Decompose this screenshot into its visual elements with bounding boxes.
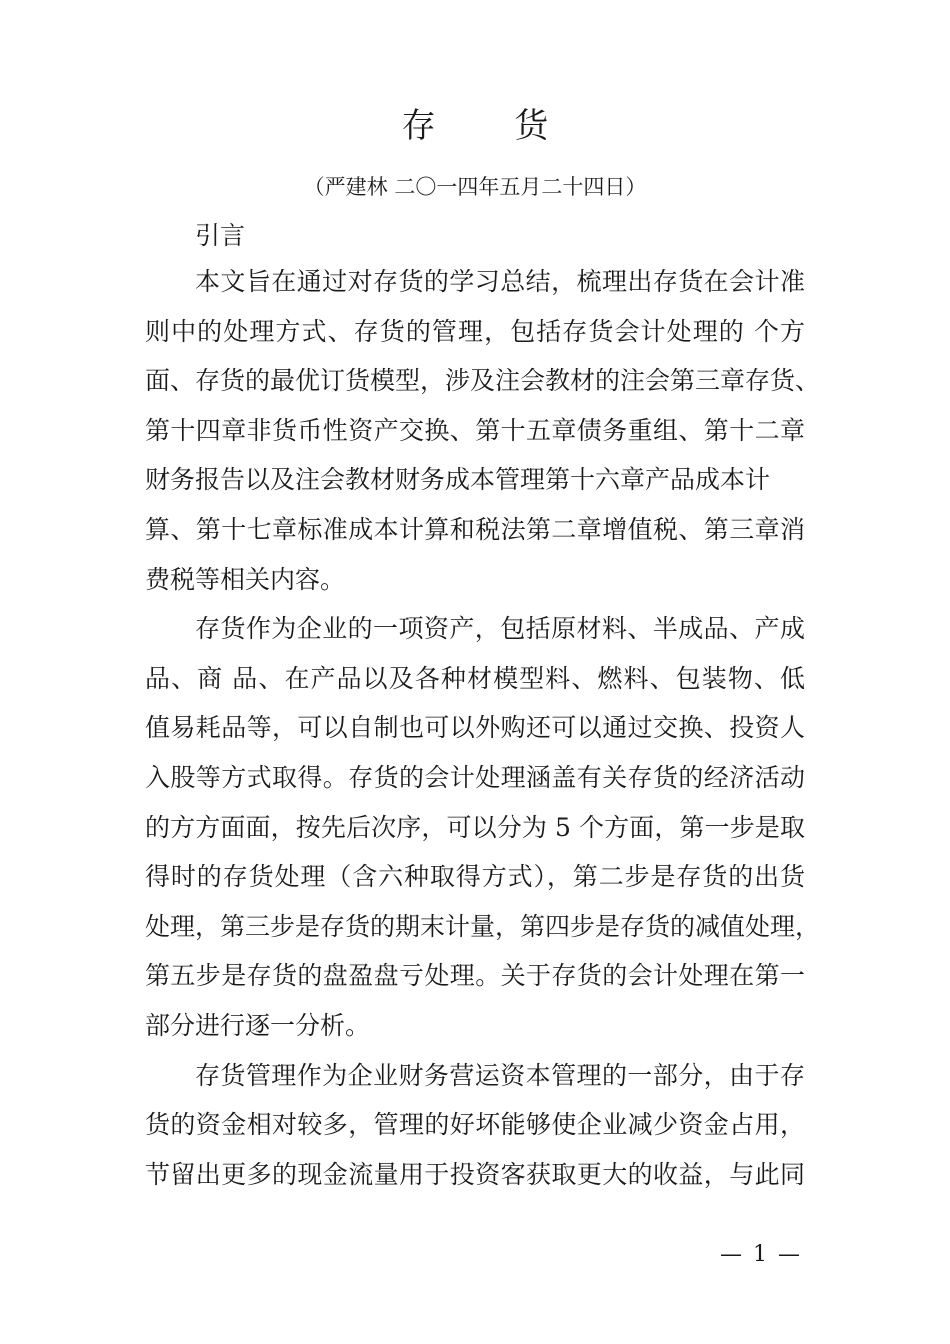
text-line: 部分进行逐一分析。 <box>145 1010 371 1040</box>
text-line: 第五步是存货的盘盈盘亏处理。关于存货的会计处理在第一 <box>145 961 805 991</box>
page-title: 存 货 <box>401 106 583 146</box>
text-line: 则中的处理方式、存货的管理，包括存货会计处理的 个方 <box>145 316 805 346</box>
page-number: — 1 — <box>720 1242 802 1267</box>
body-text <box>145 257 821 1199</box>
text-line: 存货管理作为企业财务营运资本管理的一部分，由于存 <box>195 1060 805 1090</box>
text-line: 财务报告以及注会教材财务成本管理第十六章产品成本计 <box>145 465 771 495</box>
text-line: 本文旨在通过对存货的学习总结，梳理出存货在会计准 <box>195 267 805 296</box>
text-line: 品、商 品、在产品以及各种材模型料、燃料、包装物、低 <box>145 663 805 693</box>
text-line: 值易耗品等，可以自制也可以外购还可以通过交换、投资人 <box>145 713 805 743</box>
text-line: 得时的存货处理（含六种取得方式），第二步是存货的出货 <box>145 862 805 892</box>
text-line: 算、第十七章标准成本计算和税法第二章增值税、第三章消 <box>145 514 805 544</box>
text-line: 处理，第三步是存货的期末计量，第四步是存货的减值处理， <box>145 911 821 941</box>
text-line: 费税等相关内容。 <box>145 564 346 594</box>
section-heading: 引言 <box>195 221 246 250</box>
text-line: 面、存货的最优订货模型，涉及注会教材的注会第三章存货、 <box>145 366 821 396</box>
text-line: 存货作为企业的一项资产，包括原材料、半成品、产成 <box>195 614 805 644</box>
text-line: 第十四章非货币性资产交换、第十五章债务重组、第十二章 <box>145 415 805 445</box>
text-line: 货的资金相对较多，管理的好坏能够使企业减少资金占用， <box>145 1110 805 1140</box>
text-line: 节留出更多的现金流量用于投资客获取更大的收益，与此同 <box>145 1159 805 1189</box>
text-line: 入股等方式取得。存货的会计处理涵盖有关存货的经济活动 <box>145 762 805 792</box>
author-date-line: （严建林 二〇一四年五月二十四日） <box>303 175 647 199</box>
text-line: 的方方面面，按先后次序，可以分为 5 个方面，第一步是取 <box>145 812 805 842</box>
